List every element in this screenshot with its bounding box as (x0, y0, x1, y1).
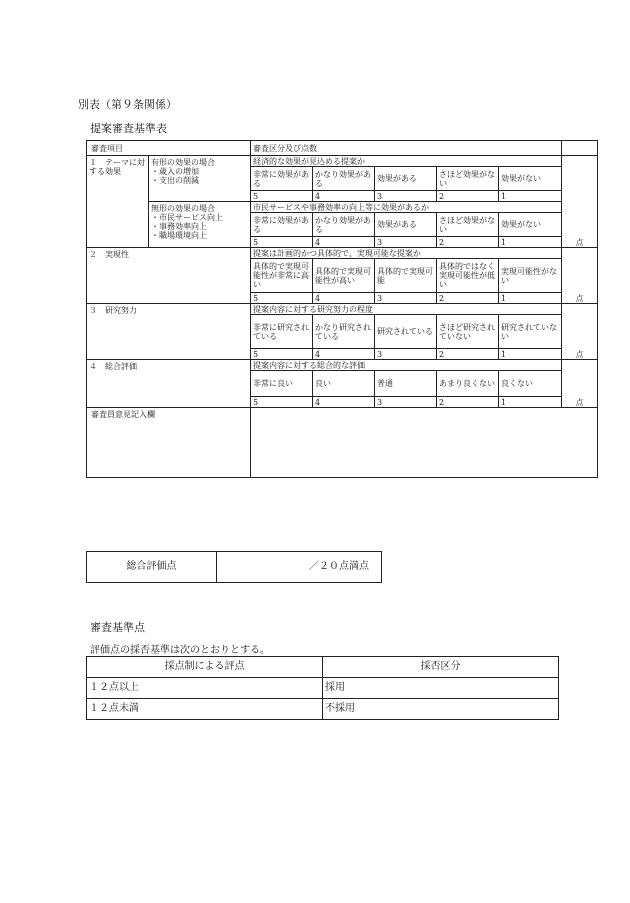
option-cell: かなり効果がある (313, 167, 375, 191)
option-cell: 良い (313, 371, 375, 397)
points-cell: 1 (499, 191, 562, 202)
criteria-score: １２点以上 (87, 678, 323, 699)
criteria-table (86, 656, 559, 720)
points-cell: 1 (499, 349, 562, 360)
points-cell: 4 (313, 397, 375, 408)
feasibility-score-unit: 点 (562, 248, 598, 304)
theme-intangible-item: ・事務効率向上 (151, 222, 207, 231)
points-cell: 1 (499, 397, 562, 408)
theme-intangible-item: ・市民サービス向上 (151, 213, 223, 222)
option-cell: 普通 (375, 371, 437, 397)
theme-intangible-label: 無形の効果の場合 (151, 204, 215, 213)
evaluation-table (86, 140, 598, 478)
criteria-result: 採用 (323, 678, 559, 699)
theme-intangible-question: 市民サービスや事務効率の向上等に効果があるか (251, 202, 562, 213)
option-cell: 研究されている (375, 315, 437, 349)
theme-tangible-item: ・歳入の増加 (151, 167, 199, 176)
option-cell: かなり効果がある (313, 213, 375, 237)
points-cell: 5 (251, 293, 313, 304)
table-row (87, 699, 559, 720)
criteria-header-score: 採点制による評点 (87, 657, 323, 678)
header-item: 審査項目 (87, 141, 251, 156)
option-cell: 非常に良い (251, 371, 313, 397)
header-classification: 審査区分及び点数 (251, 141, 562, 156)
overall-score-unit: 点 (562, 360, 598, 408)
option-cell: 実現可能性がない (499, 259, 562, 293)
option-cell: さほど効果がない (437, 213, 499, 237)
option-cell: かなり研究されている (313, 315, 375, 349)
research-label: ３ 研究努力 (87, 304, 251, 360)
feasibility-question-row (87, 248, 598, 259)
option-cell: 具体的で実現可能 (375, 259, 437, 293)
theme-tangible-label: 有形の効果の場合 (151, 158, 215, 167)
research-score-unit: 点 (562, 304, 598, 360)
table-title: 提案審査基準表 (90, 122, 167, 135)
theme-score-unit: 点 (562, 156, 598, 248)
points-cell: 4 (313, 349, 375, 360)
overall-question: 提案内容に対する総合的な評価 (251, 360, 562, 371)
criteria-header-row (87, 657, 559, 678)
theme-tangible-cell (149, 156, 251, 202)
theme-intangible-item: ・職場環境向上 (151, 231, 207, 240)
research-question-row (87, 304, 598, 315)
option-cell: 効果がない (499, 213, 562, 237)
criteria-description: 評価点の採否基準は次のとおりとする。 (90, 645, 270, 656)
option-cell: 効果がない (499, 167, 562, 191)
points-cell: 2 (437, 191, 499, 202)
points-cell: 4 (313, 191, 375, 202)
total-score-label: 総合評価点 (87, 552, 217, 583)
comment-label: 審査員意見記入欄 (87, 408, 251, 478)
theme-label: １ テーマに対する効果 (87, 156, 149, 248)
option-cell: さほど効果がない (437, 167, 499, 191)
option-cell: 非常に効果がある (251, 167, 313, 191)
document-title: 別表（第９条関係） (78, 98, 177, 111)
option-cell: 具体的で実現可能性が高い (313, 259, 375, 293)
points-cell: 4 (313, 237, 375, 248)
option-cell: 非常に研究されている (251, 315, 313, 349)
header-score (562, 141, 598, 156)
criteria-result: 不採用 (323, 699, 559, 720)
option-cell: 研究されていない (499, 315, 562, 349)
points-cell: 5 (251, 237, 313, 248)
header-row (87, 141, 598, 156)
option-cell: 良くない (499, 371, 562, 397)
points-cell: 2 (437, 293, 499, 304)
option-cell: さほど研究されていない (437, 315, 499, 349)
feasibility-question: 提案は計画的かつ具体的で、実現可能な提案か (251, 248, 562, 259)
option-cell: 効果がある (375, 213, 437, 237)
criteria-score: １２点未満 (87, 699, 323, 720)
points-cell: 4 (313, 293, 375, 304)
comment-field[interactable] (251, 408, 598, 478)
theme-tangible-question: 経済的な効果が見込める提案か (251, 156, 562, 167)
points-cell: 2 (437, 349, 499, 360)
overall-label: ４ 総合評価 (87, 360, 251, 408)
total-score-field[interactable]: ／２０点満点 (217, 552, 382, 583)
points-cell: 1 (499, 237, 562, 248)
criteria-heading: 審査基準点 (90, 621, 145, 634)
comment-row (87, 408, 598, 478)
points-cell: 3 (375, 237, 437, 248)
points-cell: 3 (375, 397, 437, 408)
points-cell: 5 (251, 397, 313, 408)
points-cell: 2 (437, 237, 499, 248)
research-question: 提案内容に対する研究努力の程度 (251, 304, 562, 315)
option-cell: あまり良くない (437, 371, 499, 397)
points-cell: 2 (437, 397, 499, 408)
theme-intangible-question-row (87, 202, 598, 213)
points-cell: 3 (375, 349, 437, 360)
points-cell: 5 (251, 191, 313, 202)
theme-tangible-question-row (87, 156, 598, 167)
total-score-box (86, 551, 382, 583)
option-cell: 非常に効果がある (251, 213, 313, 237)
points-cell: 5 (251, 349, 313, 360)
option-cell: 効果がある (375, 167, 437, 191)
overall-question-row (87, 360, 598, 371)
theme-intangible-cell (149, 202, 251, 248)
feasibility-label: ２ 実現性 (87, 248, 251, 304)
points-cell: 3 (375, 191, 437, 202)
criteria-header-result: 採否区分 (323, 657, 559, 678)
option-cell: 具体的で実現可能性が非常に高い (251, 259, 313, 293)
points-cell: 1 (499, 293, 562, 304)
points-cell: 3 (375, 293, 437, 304)
theme-tangible-item: ・支出の削減 (151, 176, 199, 185)
table-row (87, 678, 559, 699)
option-cell: 具体的ではなく実現可能性が低い (437, 259, 499, 293)
